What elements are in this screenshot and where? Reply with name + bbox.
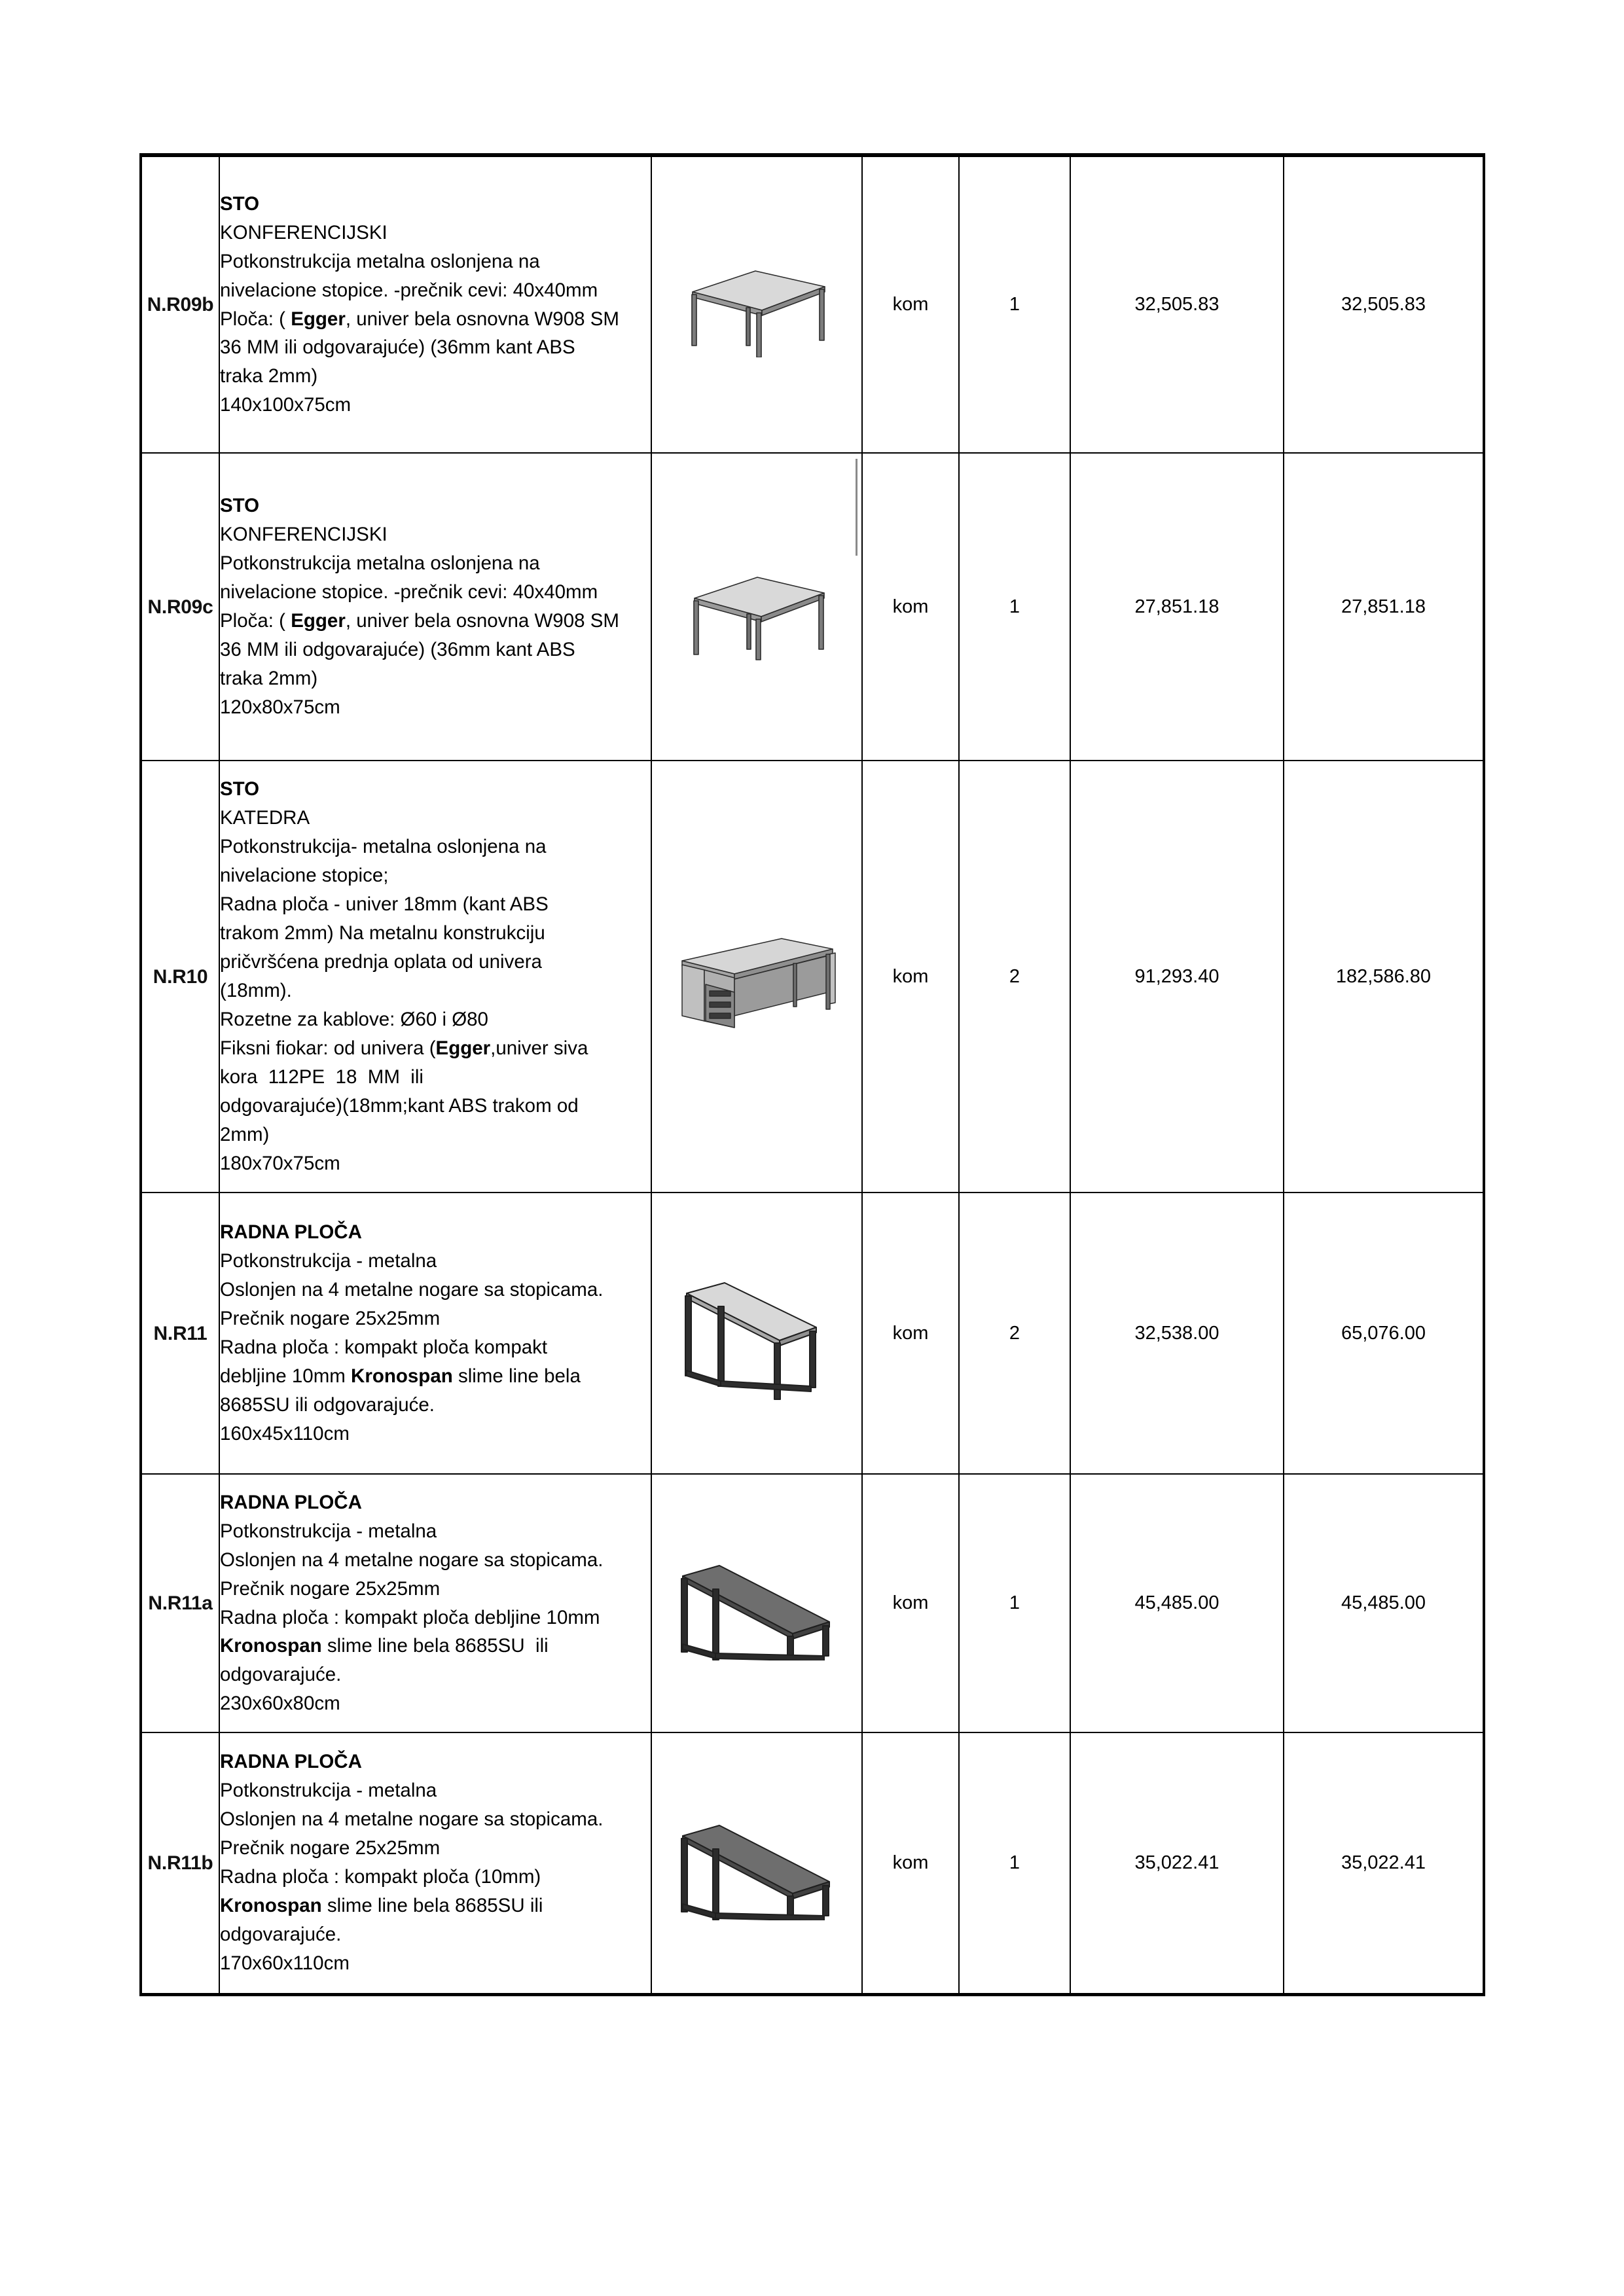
console-table-dark-icon (674, 1806, 840, 1920)
row-description-cell (219, 1474, 651, 1732)
row-image-cell (651, 453, 862, 761)
row-total-cell (1284, 1732, 1484, 1994)
table-row (141, 155, 1484, 453)
desc-line: Radna ploča : kompakt ploča (10mm) (220, 1866, 541, 1888)
quantity-value: 1 (1009, 1592, 1020, 1613)
item-title: STO (220, 192, 260, 215)
table-row (141, 1474, 1484, 1732)
desc-line: Potkonstrukcija - metalna (220, 1250, 437, 1272)
desc-line: odgovarajuće. (220, 1664, 342, 1686)
unit-value: kom (892, 1322, 929, 1344)
row-code-cell (141, 1474, 219, 1732)
row-unit-cell (862, 1474, 959, 1732)
row-quantity-cell (959, 761, 1070, 1193)
desc-line: traka 2mm) (220, 667, 318, 689)
desc-line: 36 MM ili odgovarajuće) (36mm kant ABS (220, 336, 575, 359)
row-unit-cell (862, 1732, 959, 1994)
desc-line: Radna ploča - univer 18mm (kant ABS (220, 893, 549, 916)
desc-line: kora 112PE 18 MM ili (220, 1066, 424, 1088)
unit-price-value: 35,022.41 (1134, 1852, 1219, 1873)
unit-value: kom (892, 965, 929, 987)
item-title: RADNA PLOČA (220, 1221, 362, 1244)
row-total-cell (1284, 1474, 1484, 1732)
desc-line: trakom 2mm) Na metalnu konstrukciju (220, 922, 545, 944)
desc-line: nivelacione stopice. -prečnik cevi: 40x40mm (220, 279, 598, 301)
row-description-cell (219, 1193, 651, 1474)
desc-line: Prečnik nogare 25x25mm (220, 1837, 441, 1859)
row-code-cell (141, 155, 219, 453)
row-code-cell (141, 1193, 219, 1474)
desc-line: Kronospan slime line bela 8685SU ili (220, 1635, 549, 1657)
row-image-cell (651, 155, 862, 453)
unit-price-value: 27,851.18 (1134, 596, 1219, 617)
quantity-value: 1 (1009, 1852, 1020, 1873)
row-unit-price-cell (1070, 761, 1284, 1193)
row-quantity-cell (959, 155, 1070, 453)
specification-table-wrapper (139, 153, 1483, 1996)
row-unit-cell (862, 1193, 959, 1474)
table-row (141, 1193, 1484, 1474)
item-code: N.R09c (147, 596, 213, 618)
row-quantity-cell (959, 1474, 1070, 1732)
unit-value: kom (892, 1592, 929, 1613)
desc-line: Potkonstrukcija metalna oslonjena na (220, 250, 540, 272)
item-code: N.R11b (147, 1852, 213, 1874)
desc-line: Prečnik nogare 25x25mm (220, 1577, 441, 1600)
item-dimensions: 120x80x75cm (220, 696, 340, 718)
row-code-cell (141, 761, 219, 1193)
total-value: 45,485.00 (1341, 1592, 1426, 1613)
item-code: N.R09b (147, 294, 214, 315)
desc-line: Potkonstrukcija - metalna (220, 1780, 437, 1802)
item-code: N.R11 (153, 1322, 208, 1344)
row-image-cell (651, 1193, 862, 1474)
desc-line: 2mm) (220, 1123, 270, 1145)
unit-price-value: 45,485.00 (1134, 1592, 1219, 1613)
desc-line: odgovarajuće. (220, 1924, 342, 1946)
item-dimensions: 140x100x75cm (220, 394, 352, 416)
desc-line: Prečnik nogare 25x25mm (220, 1308, 441, 1330)
row-quantity-cell (959, 1193, 1070, 1474)
item-title: STO (220, 778, 260, 800)
unit-price-value: 32,538.00 (1134, 1322, 1219, 1344)
row-unit-price-cell (1070, 155, 1284, 453)
desc-line: Ploča: ( Egger, univer bela osnovna W908 SM (220, 610, 619, 632)
unit-value: kom (892, 1852, 929, 1873)
total-value: 27,851.18 (1341, 596, 1426, 617)
row-unit-cell (862, 155, 959, 453)
item-title: STO (220, 495, 260, 517)
desc-line: pričvršćena prednja oplata od univera (220, 951, 542, 973)
table-row (141, 1732, 1484, 1994)
desc-line: Potkonstrukcija- metalna oslonjena na (220, 836, 547, 858)
desc-line: nivelacione stopice. -prečnik cevi: 40x40mm (220, 581, 598, 603)
item-title: RADNA PLOČA (220, 1491, 362, 1513)
desc-line: 8685SU ili odgovarajuće. (220, 1393, 435, 1416)
table-body (141, 155, 1484, 1994)
row-image-cell (651, 1732, 862, 1994)
row-unit-cell (862, 453, 959, 761)
desc-line: Ploča: ( Egger, univer bela osnovna W908 SM (220, 308, 619, 330)
table-row (141, 453, 1484, 761)
row-unit-price-cell (1070, 1193, 1284, 1474)
row-unit-cell (862, 761, 959, 1193)
item-dimensions: 160x45x110cm (220, 1422, 350, 1444)
desc-line: traka 2mm) (220, 365, 318, 387)
row-quantity-cell (959, 453, 1070, 761)
conference-table-icon (675, 551, 839, 662)
desc-line: Potkonstrukcija - metalna (220, 1520, 437, 1542)
desc-line: debljine 10mm Kronospan slime line bela (220, 1365, 581, 1387)
desc-line: Rozetne za kablove: Ø60 i Ø80 (220, 1008, 488, 1030)
total-value: 32,505.83 (1341, 294, 1426, 315)
desc-line: Oslonjen na 4 metalne nogare sa stopicama. (220, 1279, 604, 1301)
row-total-cell (1284, 155, 1484, 453)
item-subtitle: KONFERENCIJSKI (220, 221, 388, 243)
item-subtitle: KONFERENCIJSKI (220, 524, 388, 546)
desc-line: (18mm). (220, 980, 292, 1001)
row-total-cell (1284, 1193, 1484, 1474)
item-dimensions: 180x70x75cm (220, 1152, 340, 1174)
row-code-cell (141, 453, 219, 761)
row-description-cell (219, 453, 651, 761)
row-unit-price-cell (1070, 1474, 1284, 1732)
quantity-value: 1 (1009, 596, 1020, 617)
conference-table-icon (678, 253, 835, 357)
quantity-value: 2 (1009, 1322, 1020, 1344)
row-image-cell (651, 1474, 862, 1732)
row-description-cell (219, 761, 651, 1193)
row-quantity-cell (959, 1732, 1070, 1994)
item-subtitle: KATEDRA (220, 807, 310, 829)
item-code: N.R11a (148, 1592, 213, 1614)
scan-artifact-line (856, 459, 857, 556)
desc-line: Radna ploča : kompakt ploča kompakt (220, 1336, 548, 1358)
desc-line: Radna ploča : kompakt ploča debljine 10mm (220, 1606, 600, 1628)
quantity-value: 2 (1009, 965, 1020, 987)
total-value: 35,022.41 (1341, 1852, 1426, 1873)
total-value: 182,586.80 (1335, 965, 1432, 987)
total-value: 65,076.00 (1341, 1322, 1426, 1344)
desk-with-pedestal-icon (672, 924, 842, 1029)
unit-price-value: 91,293.40 (1134, 965, 1219, 987)
console-table-light-icon (675, 1265, 839, 1402)
console-table-dark-icon (674, 1546, 840, 1660)
table-row (141, 761, 1484, 1193)
row-unit-price-cell (1070, 1732, 1284, 1994)
desc-line: Oslonjen na 4 metalne nogare sa stopicama. (220, 1549, 604, 1571)
desc-line: Potkonstrukcija metalna oslonjena na (220, 552, 540, 575)
item-title: RADNA PLOČA (220, 1751, 362, 1773)
row-total-cell (1284, 453, 1484, 761)
desc-line: nivelacione stopice; (220, 865, 389, 887)
unit-value: kom (892, 294, 929, 315)
row-code-cell (141, 1732, 219, 1994)
item-code: N.R10 (153, 965, 208, 988)
desc-line: Kronospan slime line bela 8685SU ili (220, 1895, 543, 1917)
desc-line: odgovarajuće)(18mm;kant ABS trakom od (220, 1094, 579, 1117)
desc-line: Oslonjen na 4 metalne nogare sa stopicama. (220, 1808, 604, 1831)
furniture-specification-table (139, 153, 1485, 1996)
item-dimensions: 170x60x110cm (220, 1952, 350, 1975)
row-description-cell (219, 1732, 651, 1994)
desc-line: Fiksni fiokar: od univera (Egger,univer siva (220, 1037, 588, 1059)
unit-price-value: 32,505.83 (1134, 294, 1219, 315)
row-unit-price-cell (1070, 453, 1284, 761)
row-description-cell (219, 155, 651, 453)
item-dimensions: 230x60x80cm (220, 1693, 340, 1715)
desc-line: 36 MM ili odgovarajuće) (36mm kant ABS (220, 638, 575, 660)
quantity-value: 1 (1009, 294, 1020, 315)
row-image-cell (651, 761, 862, 1193)
row-total-cell (1284, 761, 1484, 1193)
unit-value: kom (892, 596, 929, 617)
